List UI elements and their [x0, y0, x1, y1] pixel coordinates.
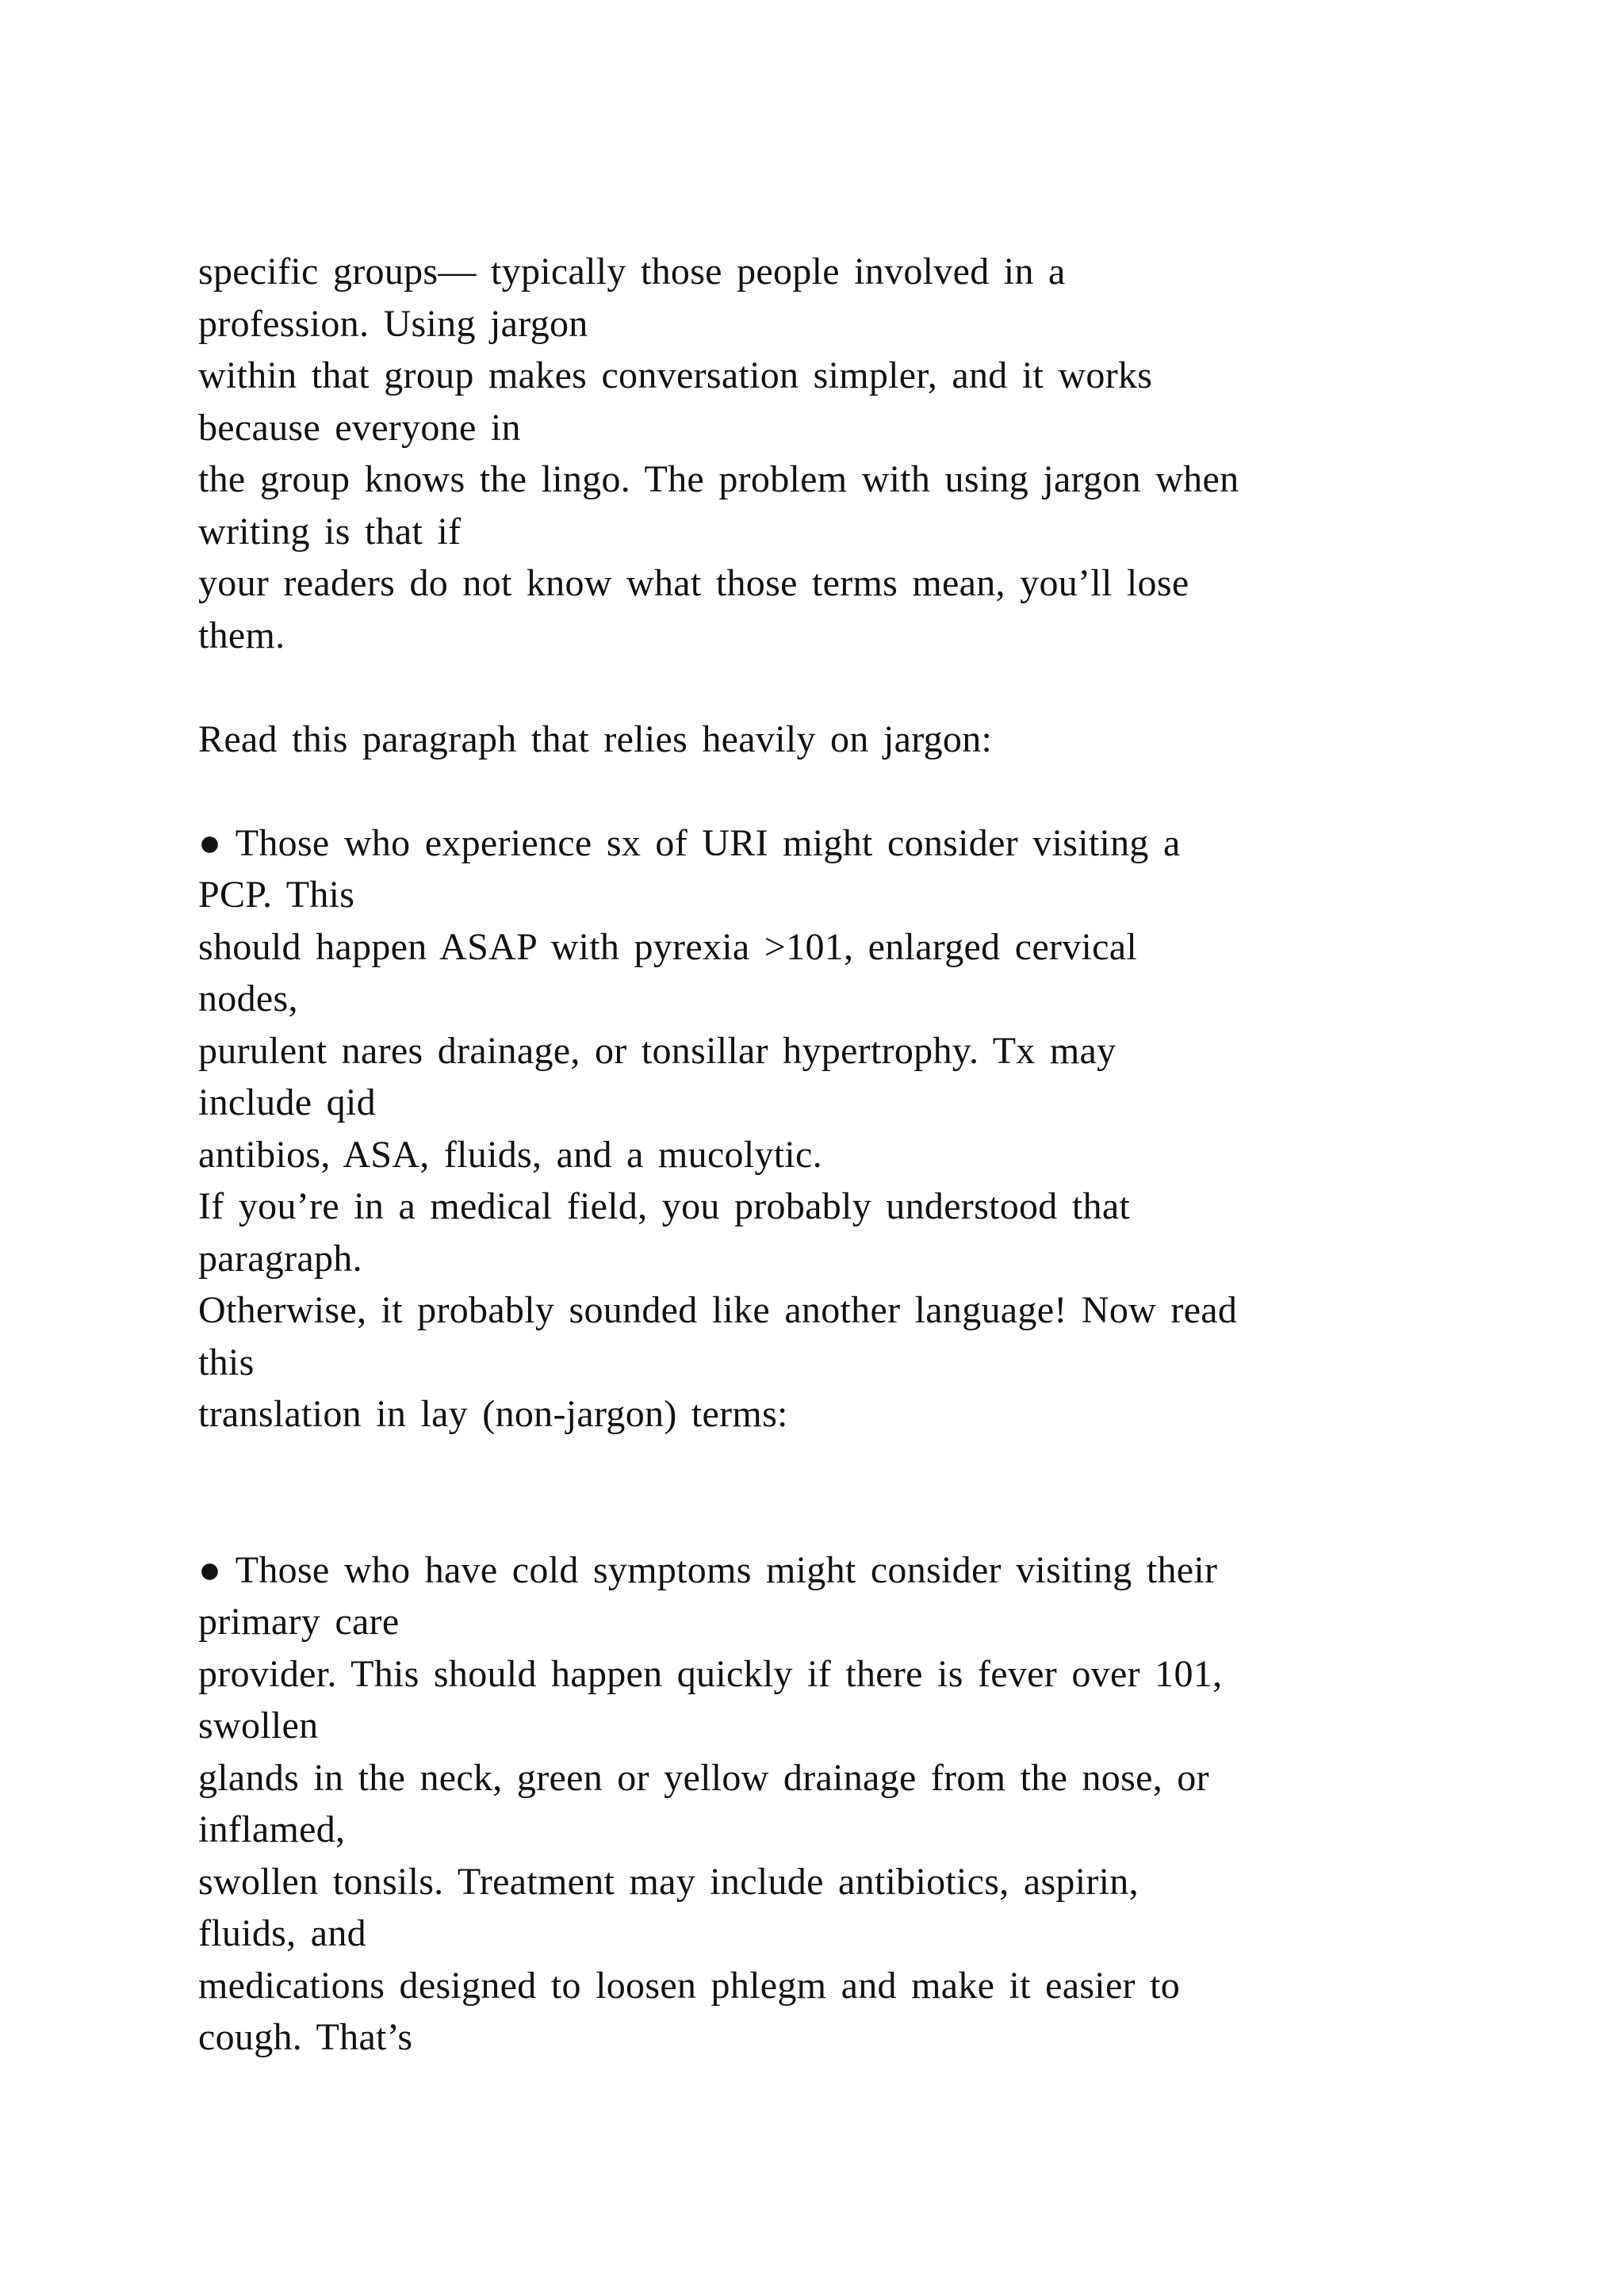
text-line: because everyone in [198, 406, 521, 449]
text-line: your readers do not know what those terms mean, you’ll lose [198, 562, 1189, 604]
text-line: translation in lay (non-jargon) terms: [198, 1393, 788, 1435]
text-line: purulent nares drainage, or tonsillar hypertrophy. Tx may [198, 1029, 1116, 1072]
text-line: writing is that if [198, 510, 462, 553]
text-line: the group knows the lingo. The problem with using jargon when [198, 458, 1239, 500]
text-line: fluids, and [198, 1912, 366, 1954]
paragraph-spacer [198, 1492, 1546, 1544]
text-line: specific groups— typically those people involved in a [198, 251, 1066, 293]
text-line: inflamed, [198, 1808, 346, 1850]
paragraph-spacer [198, 765, 1546, 817]
text-line: antibios, ASA, fluids, and a mucolytic. [198, 1133, 822, 1176]
lay-translation-bullet [198, 1544, 1546, 2064]
text-line: medications designed to loosen phlegm and make it easier to [198, 1964, 1181, 2007]
text-line: them. [198, 614, 285, 656]
text-line: Otherwise, it probably sounded like another language! Now read [198, 1289, 1238, 1331]
text-line: ● Those who experience sx of URI might consider visiting a [198, 821, 1181, 864]
text-line: nodes, [198, 978, 298, 1020]
text-line: PCP. This [198, 874, 355, 916]
commentary-paragraph [198, 1181, 1546, 1441]
document-body [198, 246, 1546, 2064]
text-line: should happen ASAP with pyrexia >101, enlarged cervical [198, 925, 1137, 968]
text-line: primary care [198, 1601, 400, 1643]
text-line: include qid [198, 1081, 376, 1123]
text-line: ● Those who have cold symptoms might consider visiting their [198, 1548, 1218, 1591]
text-line: profession. Using jargon [198, 302, 588, 345]
text-line: glands in the neck, green or yellow drainage from the nose, or [198, 1756, 1209, 1799]
text-line: Read this paragraph that relies heavily on jargon: [198, 718, 993, 760]
text-line: swollen [198, 1705, 319, 1747]
text-line: this [198, 1341, 255, 1383]
paragraph-spacer [198, 1441, 1546, 1493]
text-line: swollen tonsils. Treatment may include antibiotics, aspirin, [198, 1860, 1139, 1903]
lead-in-paragraph [198, 714, 1546, 766]
jargon-example-bullet [198, 817, 1546, 1181]
paragraph-spacer [198, 661, 1546, 714]
text-line: provider. This should happen quickly if there is fever over 101, [198, 1652, 1223, 1695]
text-line: cough. That’s [198, 2016, 413, 2058]
text-line: within that group makes conversation simpler, and it works [198, 354, 1153, 396]
intro-paragraph [198, 246, 1546, 661]
text-line: If you’re in a medical field, you probably understood that [198, 1185, 1131, 1227]
text-line: paragraph. [198, 1237, 362, 1280]
